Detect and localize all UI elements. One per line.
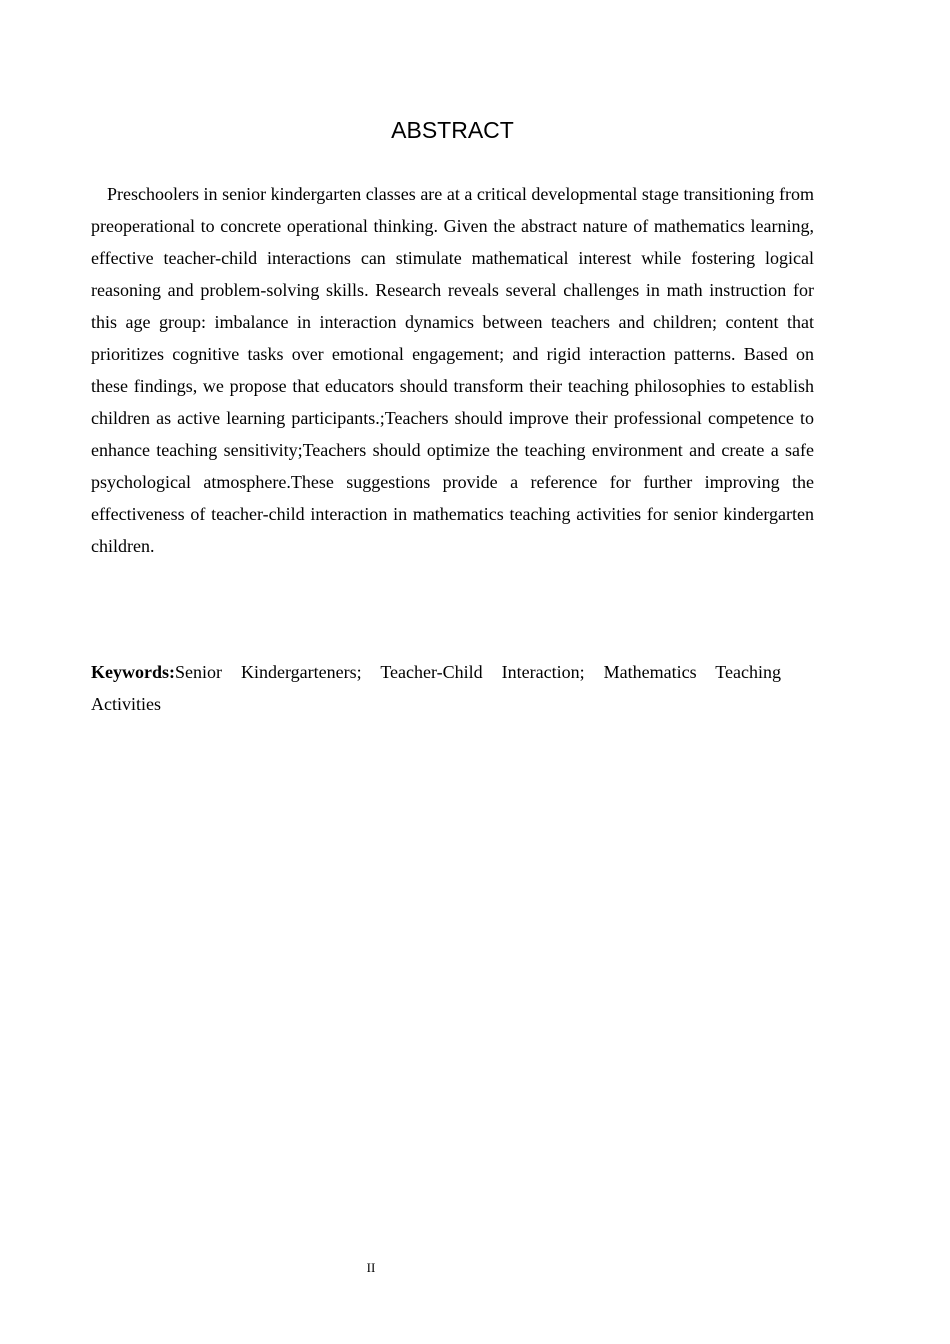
keywords-label: Keywords:	[91, 662, 175, 682]
abstract-title: ABSTRACT	[391, 117, 514, 143]
abstract-paragraph: Preschoolers in senior kindergarten classes are at a critical developmental stage transitioning from preoperational to concrete operational thinking. Given the abstract nature of mathematics learning, effective teacher-child interactions can stimulate mathematical interest while fostering logical reasoning and problem-solving skills. Research reveals several challenges in math instruction for this age group: imbalance in interaction dynamics between teachers and children; content that prioritizes cognitive tasks over emotional engagement; and rigid interaction patterns. Based on these findings, we propose that educators should transform their teaching philosophies to establish children as active learning participants.;Teachers should improve their professional competence to enhance teaching sensitivity;Teachers should optimize the teaching environment and create a safe psychological atmosphere.These suggestions provide a reference for further improving the effectiveness of teacher-child interaction in mathematics teaching activities for senior kindergarten children.	[91, 184, 814, 556]
keywords-text: Senior Kindergarteners; Teacher-Child Interaction; Mathematics Teaching Activities	[91, 662, 781, 714]
keywords-line	[91, 656, 781, 720]
page-number: II	[366, 1260, 376, 1275]
